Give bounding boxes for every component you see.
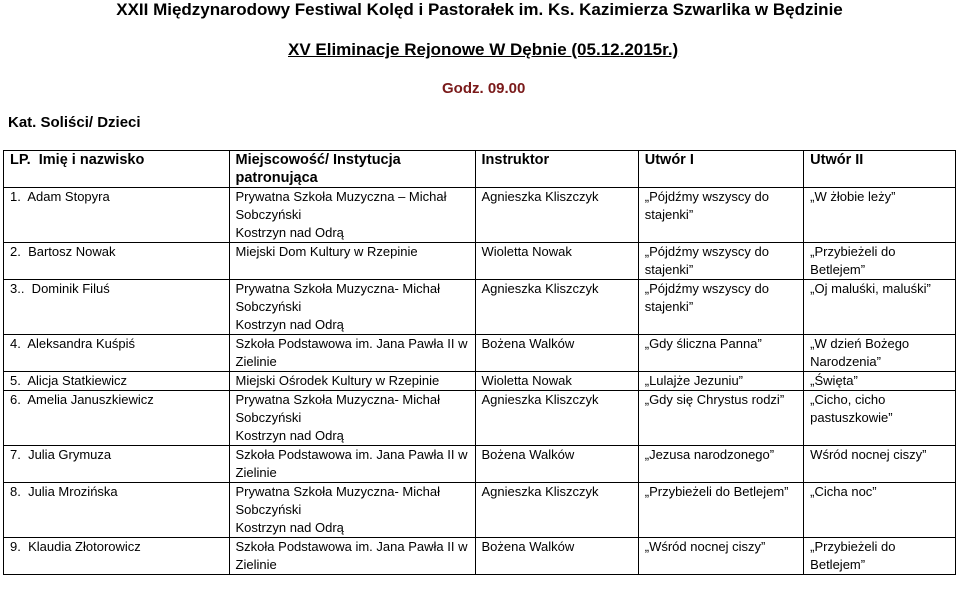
participant-instructor: Wioletta Nowak <box>475 372 638 391</box>
participant-song2: „Cicha noc” <box>804 483 956 538</box>
participant-song1: „Jezusa narodzonego” <box>638 446 803 483</box>
participant-institution: Miejski Ośrodek Kultury w Rzepinie <box>229 372 475 391</box>
participant-song1: „Pójdźmy wszyscy do stajenki” <box>638 243 803 280</box>
participant-song2: „W dzień Bożego Narodzenia” <box>804 335 956 372</box>
participant-institution: Miejski Dom Kultury w Rzepinie <box>229 243 475 280</box>
participants-table <box>3 150 956 575</box>
participant-name: 9. Klaudia Złotorowicz <box>4 538 230 575</box>
participant-institution: Szkoła Podstawowa im. Jana Pawła II w Zielinie <box>229 538 475 575</box>
participant-song1: „Gdy się Chrystus rodzi” <box>638 391 803 446</box>
participant-institution: Prywatna Szkoła Muzyczna- Michał Sobczyński Kostrzyn nad Odrą <box>229 483 475 538</box>
participant-song2: „W żłobie leży” <box>804 188 956 243</box>
table-row <box>4 335 956 372</box>
participant-instructor: Wioletta Nowak <box>475 243 638 280</box>
table-row <box>4 483 956 538</box>
participant-song2: „Oj maluśki, maluśki” <box>804 280 956 335</box>
participant-institution: Szkoła Podstawowa im. Jana Pawła II w Zielinie <box>229 335 475 372</box>
participant-song2: „Cicho, cicho pastuszkowie” <box>804 391 956 446</box>
participant-song2: „Przybieżeli do Betlejem” <box>804 538 956 575</box>
table-row <box>4 280 956 335</box>
participant-instructor: Bożena Walków <box>475 446 638 483</box>
participant-instructor: Bożena Walków <box>475 335 638 372</box>
table-row <box>4 391 956 446</box>
participant-song1: „Przybieżeli do Betlejem” <box>638 483 803 538</box>
column-header-institution: Miejscowość/ Instytucja patronująca <box>229 151 475 188</box>
participant-name: 8. Julia Mrozińska <box>4 483 230 538</box>
participant-song2: „Święta” <box>804 372 956 391</box>
document-title: XXII Międzynarodowy Festiwal Kolęd i Pastorałek im. Ks. Kazimierza Szwarlika w Będzinie <box>116 0 843 19</box>
table-row <box>4 188 956 243</box>
participant-name: 2. Bartosz Nowak <box>4 243 230 280</box>
column-header-song2: Utwór II <box>804 151 956 188</box>
participant-name: 4. Aleksandra Kuśpiś <box>4 335 230 372</box>
category-label: Kat. Soliści/ Dzieci <box>8 114 141 131</box>
participant-institution: Prywatna Szkoła Muzyczna- Michał Sobczyński Kostrzyn nad Odrą <box>229 280 475 335</box>
participant-name: 3.. Dominik Filuś <box>4 280 230 335</box>
participant-instructor: Agnieszka Kliszczyk <box>475 483 638 538</box>
table-header-row <box>4 151 956 188</box>
participant-name: 7. Julia Grymuza <box>4 446 230 483</box>
table-row <box>4 372 956 391</box>
participant-song2: „Przybieżeli do Betlejem” <box>804 243 956 280</box>
document-subtitle: XV Eliminacje Rejonowe W Dębnie (05.12.2015r.) <box>288 40 679 59</box>
participant-institution: Prywatna Szkoła Muzyczna- Michał Sobczyński Kostrzyn nad Odrą <box>229 391 475 446</box>
participant-song1: „Gdy śliczna Panna” <box>638 335 803 372</box>
participant-song1: „Pójdźmy wszyscy do stajenki” <box>638 280 803 335</box>
column-header-instructor: Instruktor <box>475 151 638 188</box>
table-row <box>4 243 956 280</box>
participant-song1: „Wśród nocnej ciszy” <box>638 538 803 575</box>
participant-name: 1. Adam Stopyra <box>4 188 230 243</box>
participant-institution: Szkoła Podstawowa im. Jana Pawła II w Zielinie <box>229 446 475 483</box>
participant-instructor: Agnieszka Kliszczyk <box>475 391 638 446</box>
column-header-name: LP. Imię i nazwisko <box>4 151 230 188</box>
table-row <box>4 538 956 575</box>
participant-name: 6. Amelia Januszkiewicz <box>4 391 230 446</box>
participant-song1: „Pójdźmy wszyscy do stajenki” <box>638 188 803 243</box>
participant-instructor: Agnieszka Kliszczyk <box>475 188 638 243</box>
participant-song2: Wśród nocnej ciszy” <box>804 446 956 483</box>
participant-instructor: Agnieszka Kliszczyk <box>475 280 638 335</box>
participant-institution: Prywatna Szkoła Muzyczna – Michał Sobczyński Kostrzyn nad Odrą <box>229 188 475 243</box>
participant-name: 5. Alicja Statkiewicz <box>4 372 230 391</box>
participant-instructor: Bożena Walków <box>475 538 638 575</box>
event-time: Godz. 09.00 <box>442 80 526 97</box>
participant-song1: „Lulajże Jezuniu” <box>638 372 803 391</box>
table-row <box>4 446 956 483</box>
column-header-song1: Utwór I <box>638 151 803 188</box>
